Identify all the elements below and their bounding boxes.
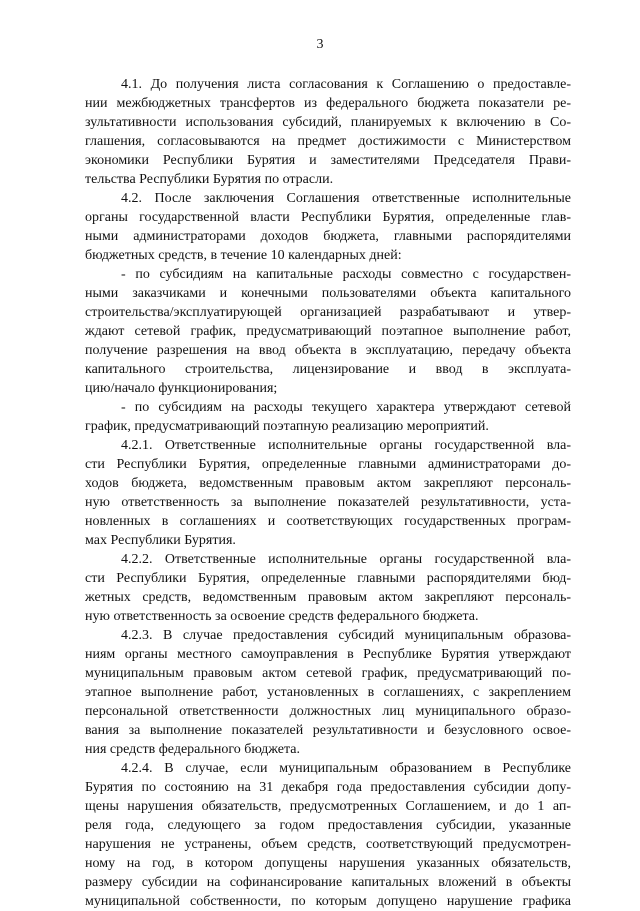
text-line: муниципальным правовым актом сетевой график, предусматривающий по- bbox=[85, 666, 571, 681]
text-line: ниям органы местного самоуправления в Республике Бурятия утверждают bbox=[85, 647, 571, 662]
text-line: - по субсидиям на капитальные расходы совместно с государствен- bbox=[121, 267, 571, 282]
text-line: Бурятия по состоянию на 31 декабря года предоставления субсидии допу- bbox=[85, 780, 571, 795]
text-line: персональной ответственности должностных лиц муниципального образо- bbox=[85, 704, 571, 719]
text-line: вания за выполнение показателей результативности и безусловного освое- bbox=[85, 723, 571, 738]
text-line: ными администраторами доходов бюджета, главными распорядителями bbox=[85, 229, 571, 244]
text-line: капитального строительства, лицензирование и ввод в эксплуата- bbox=[85, 362, 571, 377]
text-line: получение разрешения на ввод объекта в эксплуатацию, передачу объекта bbox=[85, 343, 571, 358]
text-line: 4.2.4. В случае, если муниципальным образованием в Республике bbox=[121, 761, 571, 776]
page-number: 3 bbox=[316, 37, 324, 52]
text-line: ному на год, в котором допущены нарушения указанных обязательств, bbox=[85, 856, 571, 871]
text-line: глашения, согласовываются на предмет достижимости с Министерством bbox=[85, 134, 571, 149]
text-line: нарушения не устранены, объем средств, соответствующий предусмотрен- bbox=[85, 837, 571, 852]
text-line: жетных средств, ведомственным правовым актом закрепляют персональ- bbox=[85, 590, 571, 605]
text-line: нии межбюджетных трансфертов из федерального бюджета показатели ре- bbox=[85, 96, 571, 111]
text-line: 4.2.3. В случае предоставления субсидий муниципальным образова- bbox=[121, 628, 571, 643]
text-line: цию/начало функционирования; bbox=[85, 381, 278, 396]
text-line: реля года, следующего за годом предоставления субсидии, указанные bbox=[85, 818, 571, 833]
text-line: ную ответственность за выполнение показателей результативности, уста- bbox=[85, 495, 571, 510]
text-line: бюджетных средств, в течение 10 календарных дней: bbox=[85, 248, 402, 263]
text-line: мах Республики Бурятия. bbox=[85, 533, 236, 548]
text-line: размеру субсидии на софинансирование капитальных вложений в объекты bbox=[85, 875, 571, 890]
text-line: новленных в соглашениях и соответствующих государственных програм- bbox=[85, 514, 571, 529]
text-line: этапное выполнение работ, установленных в соглашениях, с закреплением bbox=[85, 685, 571, 700]
text-line: 4.2.2. Ответственные исполнительные органы государственной вла- bbox=[121, 552, 571, 567]
text-line: ными заказчиками и конечными пользователями объекта капитального bbox=[85, 286, 571, 301]
text-line: органы государственной власти Республики Бурятия, определенные глав- bbox=[85, 210, 571, 225]
text-line: зультативности использования субсидий, планируемых к включению в Со- bbox=[85, 115, 571, 130]
text-line: щены нарушения обязательств, предусмотренных Соглашением, и до 1 ап- bbox=[85, 799, 571, 814]
text-line: экономики Республики Бурятия и заместителями Председателя Прави- bbox=[85, 153, 571, 168]
text-line: ния средств федерального бюджета. bbox=[85, 742, 300, 757]
text-line: строительства/эксплуатирующей организацией разрабатывают и утвер- bbox=[85, 305, 571, 320]
text-line: сти Республики Бурятия, определенные главными администраторами до- bbox=[85, 457, 571, 472]
text-line: муниципальной собственности, по которым допущено нарушение графика bbox=[85, 894, 571, 909]
text-line: ную ответственность за освоение средств федерального бюджета. bbox=[85, 609, 479, 624]
text-line: 4.1. До получения листа согласования к Соглашению о предоставле- bbox=[121, 77, 571, 92]
text-line: сти Республики Бурятия, определенные главными распорядителями бюд- bbox=[85, 571, 571, 586]
text-line: 4.2.1. Ответственные исполнительные органы государственной вла- bbox=[121, 438, 571, 453]
text-line: тельства Республики Бурятия по отрасли. bbox=[85, 172, 334, 187]
document-body bbox=[85, 75, 571, 911]
text-line: - по субсидиям на расходы текущего характера утверждают сетевой bbox=[121, 400, 571, 415]
text-line: ждают сетевой график, предусматривающий поэтапное выполнение работ, bbox=[85, 324, 571, 339]
text-line: график, предусматривающий поэтапную реализацию мероприятий. bbox=[85, 419, 489, 434]
text-line: 4.2. После заключения Соглашения ответственные исполнительные bbox=[121, 191, 571, 206]
text-line: ходов бюджета, ведомственным правовым актом закрепляют персональ- bbox=[85, 476, 571, 491]
